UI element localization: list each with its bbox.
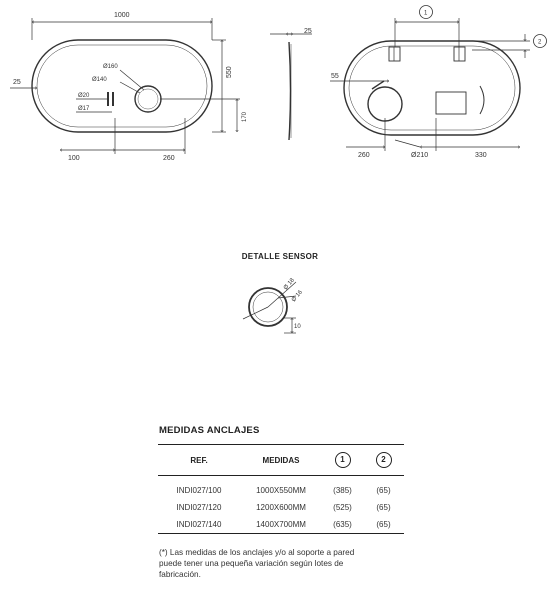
header-anchor-2: 2 [376, 452, 392, 468]
detail-depth-label: 10 [294, 324, 301, 330]
table-row [158, 516, 404, 534]
table-row [158, 499, 404, 516]
cell-ref: INDI027/140 [158, 516, 240, 534]
back-left-label: 260 [358, 152, 370, 159]
header-anchor-1: 1 [335, 452, 351, 468]
mirror-inner-front [37, 45, 207, 127]
width-label: 1000 [114, 12, 130, 19]
height-label: 550 [226, 66, 233, 78]
cell-anchor-2: (65) [376, 503, 391, 512]
cell-anchor-1: (635) [322, 516, 363, 534]
sensor-inner-label: Ø140 [92, 77, 107, 83]
cell-medidas: 1000X550MM [256, 486, 306, 495]
svg-text:2: 2 [538, 39, 542, 46]
depth-label: 25 [304, 28, 312, 35]
cell-medidas: 1200X600MM [256, 503, 306, 512]
cell-anchor-2: (65) [376, 486, 391, 495]
switch-icon [107, 92, 109, 106]
sensor-circle-back [368, 87, 402, 121]
margin-left-label: 25 [13, 79, 21, 86]
diam17-label: Ø17 [78, 106, 90, 112]
sensor-detail-title: DETALLE SENSOR [241, 252, 319, 261]
back-view [330, 18, 530, 151]
sensor-circle-front [135, 86, 161, 112]
cell-ref: INDI027/100 [176, 486, 222, 495]
height-170-label: 170 [242, 111, 248, 122]
anchor-left [389, 47, 400, 61]
detail-diam16-label: Ø 16 [290, 289, 304, 304]
top-offset-label: 55 [331, 73, 339, 80]
cell-anchor-1: (385) [333, 486, 352, 495]
sensor-offset-label: 260 [163, 155, 175, 162]
svg-text:1: 1 [424, 10, 428, 17]
mirror-outline-back [344, 41, 520, 135]
sensor-outer-label: Ø160 [103, 64, 118, 70]
detail-diam18-label: Ø 18 [282, 277, 296, 292]
left-offset-label: 100 [68, 155, 80, 162]
diam20-label: Ø20 [78, 93, 90, 99]
table-header-row [158, 445, 404, 476]
back-right-label: 330 [475, 152, 487, 159]
table-title: MEDIDAS ANCLAJES [159, 425, 260, 436]
mirror-profile-side [289, 42, 291, 140]
front-view [10, 18, 240, 154]
cell-anchor-2: (65) [363, 516, 404, 534]
back-diam-label: Ø210 [411, 152, 429, 159]
header-ref: REF. [158, 445, 240, 476]
cell-ref: INDI027/120 [176, 503, 222, 512]
footnote: (*) Las medidas de los anclajes y/o al soporte a pared puede tener una pequeña variación según lotes de fabricación. [159, 548, 355, 579]
side-view [270, 34, 312, 140]
table-row [158, 482, 404, 499]
callout-2 [534, 35, 547, 48]
driver-box [436, 92, 466, 114]
callout-1 [420, 6, 433, 19]
anchor-right [454, 47, 465, 61]
header-medidas: MEDIDAS [240, 445, 322, 476]
cell-anchor-1: (525) [333, 503, 352, 512]
cell-medidas: 1400X700MM [240, 516, 322, 534]
anchors-table [158, 444, 404, 534]
